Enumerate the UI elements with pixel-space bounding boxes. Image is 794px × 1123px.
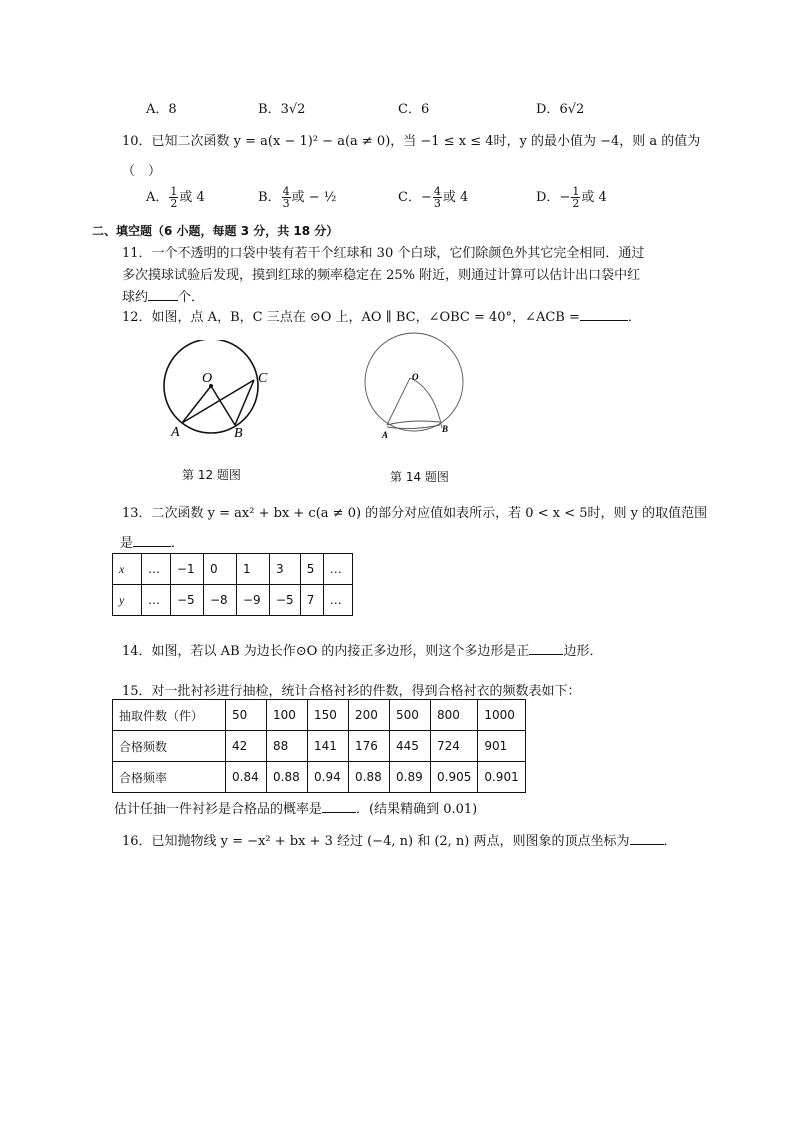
label-o: O — [202, 371, 213, 386]
q15-text: 15．对一批衬衫进行抽检，统计合格衬衫的件数，得到合格衬衣的频数表如下： — [122, 684, 581, 699]
label-c: C — [258, 371, 268, 386]
q10-option-a: A． $\frac{1}{2}$ 或 4 — [146, 185, 205, 210]
table-cell: 141 — [308, 731, 349, 762]
q11-line3: 球约 个． — [122, 290, 205, 305]
table-row — [113, 554, 353, 585]
table-cell: 7 — [300, 585, 323, 616]
table-cell: 0.88 — [349, 762, 390, 793]
table-row — [113, 762, 526, 793]
table-cell: 150 — [308, 700, 349, 731]
table-cell: 800 — [431, 700, 478, 731]
q16-text: 16．已知抛物线 y = −x² + bx + 3 经过 (−4, n) 和 (2, n) 两点，则图象的顶点坐标为 ． — [122, 834, 677, 849]
q9-option-b: B．3√2 — [258, 102, 306, 117]
table-cell: 0.88 — [267, 762, 308, 793]
table-cell: 50 — [226, 700, 267, 731]
table-cell: y — [113, 585, 142, 616]
table-row — [113, 700, 526, 731]
table-cell: −8 — [204, 585, 237, 616]
answer-blank[interactable] — [580, 308, 628, 321]
segment-ao — [182, 386, 211, 423]
table-cell: 抽取件数（件） — [113, 700, 226, 731]
q13-table — [112, 553, 353, 616]
table-cell: 3 — [270, 554, 301, 585]
table-cell: … — [142, 585, 171, 616]
table-cell: 176 — [349, 731, 390, 762]
q13-line2: 是 ． — [120, 536, 185, 551]
segment-ob — [211, 386, 235, 425]
table-cell: … — [323, 554, 352, 585]
label-a: A — [382, 430, 389, 440]
q10-options — [146, 186, 766, 216]
table-cell: x — [113, 554, 142, 585]
q10-paren: （ ） — [122, 164, 162, 179]
segment-ab — [387, 421, 440, 425]
q12-text: 12．如图，点 A，B，C 三点在 ⊙O 上，AO ∥ BC，∠OBC = 40°，∠ACB = ． — [122, 310, 641, 325]
label-a: A — [171, 425, 180, 440]
table-cell: 合格频率 — [113, 762, 226, 793]
table-cell: 901 — [478, 731, 525, 762]
table-cell: … — [142, 554, 171, 585]
table-cell: 5 — [300, 554, 323, 585]
answer-blank[interactable] — [133, 534, 171, 547]
table-cell: −5 — [171, 585, 204, 616]
q10-option-c: C．− $\frac{4}{3}$ 或 4 — [398, 185, 469, 210]
fraction: $\frac{4}{3}$ — [433, 185, 441, 210]
answer-blank[interactable] — [630, 832, 664, 845]
table-cell: 0.89 — [390, 762, 431, 793]
table-cell: −1 — [171, 554, 204, 585]
answer-blank[interactable] — [529, 642, 563, 655]
table-row — [113, 731, 526, 762]
table-cell: 724 — [431, 731, 478, 762]
q15-after: 估计任抽一件衬衫是合格品的概率是 ．(结果精确到 0.01) — [114, 802, 478, 817]
table-cell: 200 — [349, 700, 390, 731]
q13-text: 13．二次函数 y = ax² + bx + c(a ≠ 0) 的部分对应值如表所示，若 0 < x < 5时，则 y 的取值范围 — [122, 506, 708, 521]
figure-12 — [150, 340, 290, 445]
table-cell: 445 — [390, 731, 431, 762]
q9-option-c: C．6 — [398, 102, 430, 117]
label-b: B — [442, 424, 449, 434]
q10-option-d: D．− $\frac{1}{2}$ 或 4 — [536, 185, 607, 210]
circle-o — [365, 333, 463, 431]
q10-option-b: B． $\frac{4}{3}$ 或 − ½ — [258, 185, 337, 210]
q9-option-a: A．8 — [146, 102, 177, 117]
fraction: $\frac{1}{2}$ — [170, 185, 178, 210]
answer-blank[interactable] — [322, 800, 356, 813]
construction-arc — [410, 378, 442, 428]
segment-ao — [387, 378, 410, 425]
section-heading: 二、填空题（6 小题，每题 3 分，共 18 分） — [92, 224, 339, 238]
table-cell: 1000 — [478, 700, 525, 731]
fraction: $\frac{4}{3}$ — [282, 185, 290, 210]
table-cell: 88 — [267, 731, 308, 762]
figure-14 — [360, 330, 470, 445]
table-cell: 0.905 — [431, 762, 478, 793]
segment-ac — [182, 380, 254, 423]
q11-line2: 多次摸球试验后发现，摸到红球的频率稳定在 25% 附近，则通过计算可以估计出口袋中红 — [122, 268, 641, 283]
table-cell: 1 — [237, 554, 270, 585]
q14-text: 14．如图，若以 AB 为边长作⊙O 的内接正多边形，则这个多边形是正 边形． — [122, 644, 603, 659]
table-cell: 0.901 — [478, 762, 525, 793]
answer-blank[interactable] — [148, 288, 178, 301]
q9-option-d: D．6√2 — [536, 102, 585, 117]
table-cell: −9 — [237, 585, 270, 616]
table-cell: 0.94 — [308, 762, 349, 793]
table-row — [113, 585, 353, 616]
label-b: B — [234, 426, 243, 441]
table-cell: 0 — [204, 554, 237, 585]
q11-line1: 11．一个不透明的口袋中装有若干个红球和 30 个白球，它们除颜色外其它完全相同．通过 — [122, 246, 645, 261]
table-cell: 500 — [390, 700, 431, 731]
q10-stem: 10．已知二次函数 y = a(x − 1)² − a(a ≠ 0)，当 −1 ≤ x ≤ 4时，y 的最小值为 −4，则 a 的值为 — [122, 134, 701, 149]
fraction: $\frac{1}{2}$ — [572, 185, 580, 210]
table-cell: 100 — [267, 700, 308, 731]
table-cell: 合格频数 — [113, 731, 226, 762]
label-o: O — [412, 372, 419, 382]
table-cell: 0.84 — [226, 762, 267, 793]
table-cell: −5 — [270, 585, 301, 616]
figure-12-caption: 第 12 题图 — [182, 468, 241, 482]
figure-14-caption: 第 14 题图 — [390, 470, 449, 484]
q15-table — [112, 699, 526, 793]
table-cell: … — [323, 585, 352, 616]
table-cell: 42 — [226, 731, 267, 762]
